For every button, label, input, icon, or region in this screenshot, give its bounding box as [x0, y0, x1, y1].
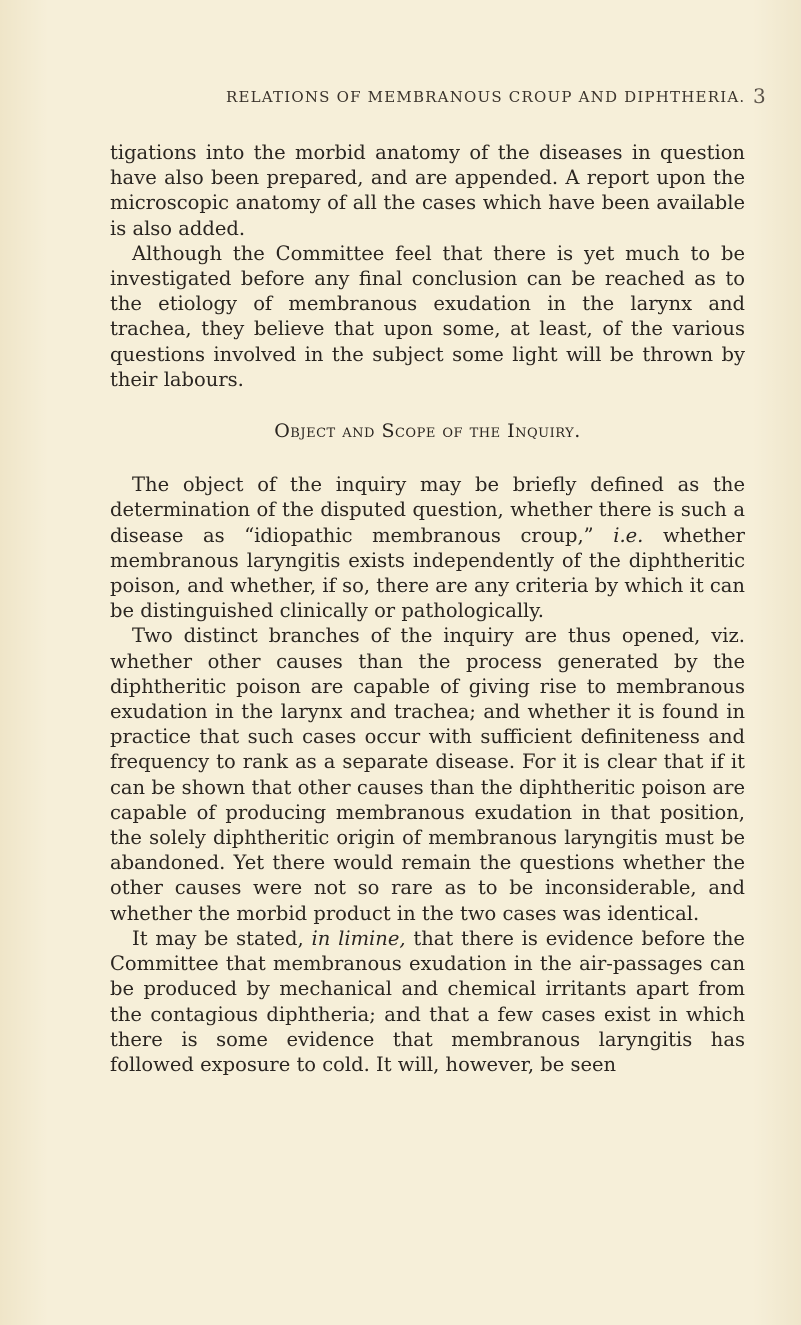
body-text [110, 140, 745, 1077]
paragraph-5 [110, 926, 745, 1077]
section-heading: Object and Scope of the Inquiry. [274, 420, 581, 443]
page-number: 3 [753, 84, 766, 108]
paragraph-3-part-b: whether membranous laryngitis exists independently of the diphtheritic poison, and whether, if so, there are any criteria by which it can be distinguished clinically or pathologically. [110, 523, 745, 623]
paragraph-3-part-a: The object of the inquiry may be briefly defined as the determination of the disputed question, whether there is such a disease as “idiopathic membranous croup,” [110, 473, 745, 547]
paragraph-5-part-b: that there is evidence before the Committee that membranous exudation in the air-passages can be produced by mechanical and chemical irritants apart from the contagious diphtheria; and that a few cases exist in which there is some evidence that membranous laryngitis has followed exposure to cold. It will, however, be seen [110, 926, 745, 1076]
paragraph-2: Although the Committee feel that there is yet much to be investigated before any final conclusion can be reached as to the etiology of membranous exudation in the larynx and trachea, they believe that upon some, at least, of the various questions involved in the subject some light will be thrown by their labours. [110, 241, 745, 391]
running-head: RELATIONS OF MEMBRANOUS CROUP AND DIPHTHERIA. [226, 88, 746, 106]
paragraph-1: tigations into the morbid anatomy of the diseases in question have also been prepared, and are appended. A report upon the microscopic anatomy of all the cases which have been available is also added. [110, 141, 745, 240]
paragraph-5-part-a: It may be stated, [132, 926, 304, 950]
paragraph-4: Two distinct branches of the inquiry are thus opened, viz. whether other causes than the process generated by the diphtheritic poison are capable of giving rise to membranous exudation in the larynx and trachea; and whether it is found in practice that such cases occur with sufficient definiteness and frequency to rank as a separate disease. For it is clear that if it can be shown that other causes than the diphtheritic poison are capable of producing membranous exudation in that position, the solely diphtheritic origin of membranous laryngitis must be abandoned. Yet there would remain the questions whether the other causes were not so rare as to be inconsiderable, and whether the morbid product in the two cases was identical. [110, 624, 745, 925]
paragraph-3 [110, 472, 745, 623]
paragraph-3-ie: i.e. [613, 523, 644, 547]
paragraph-5-in-limine: in limine, [311, 926, 406, 950]
